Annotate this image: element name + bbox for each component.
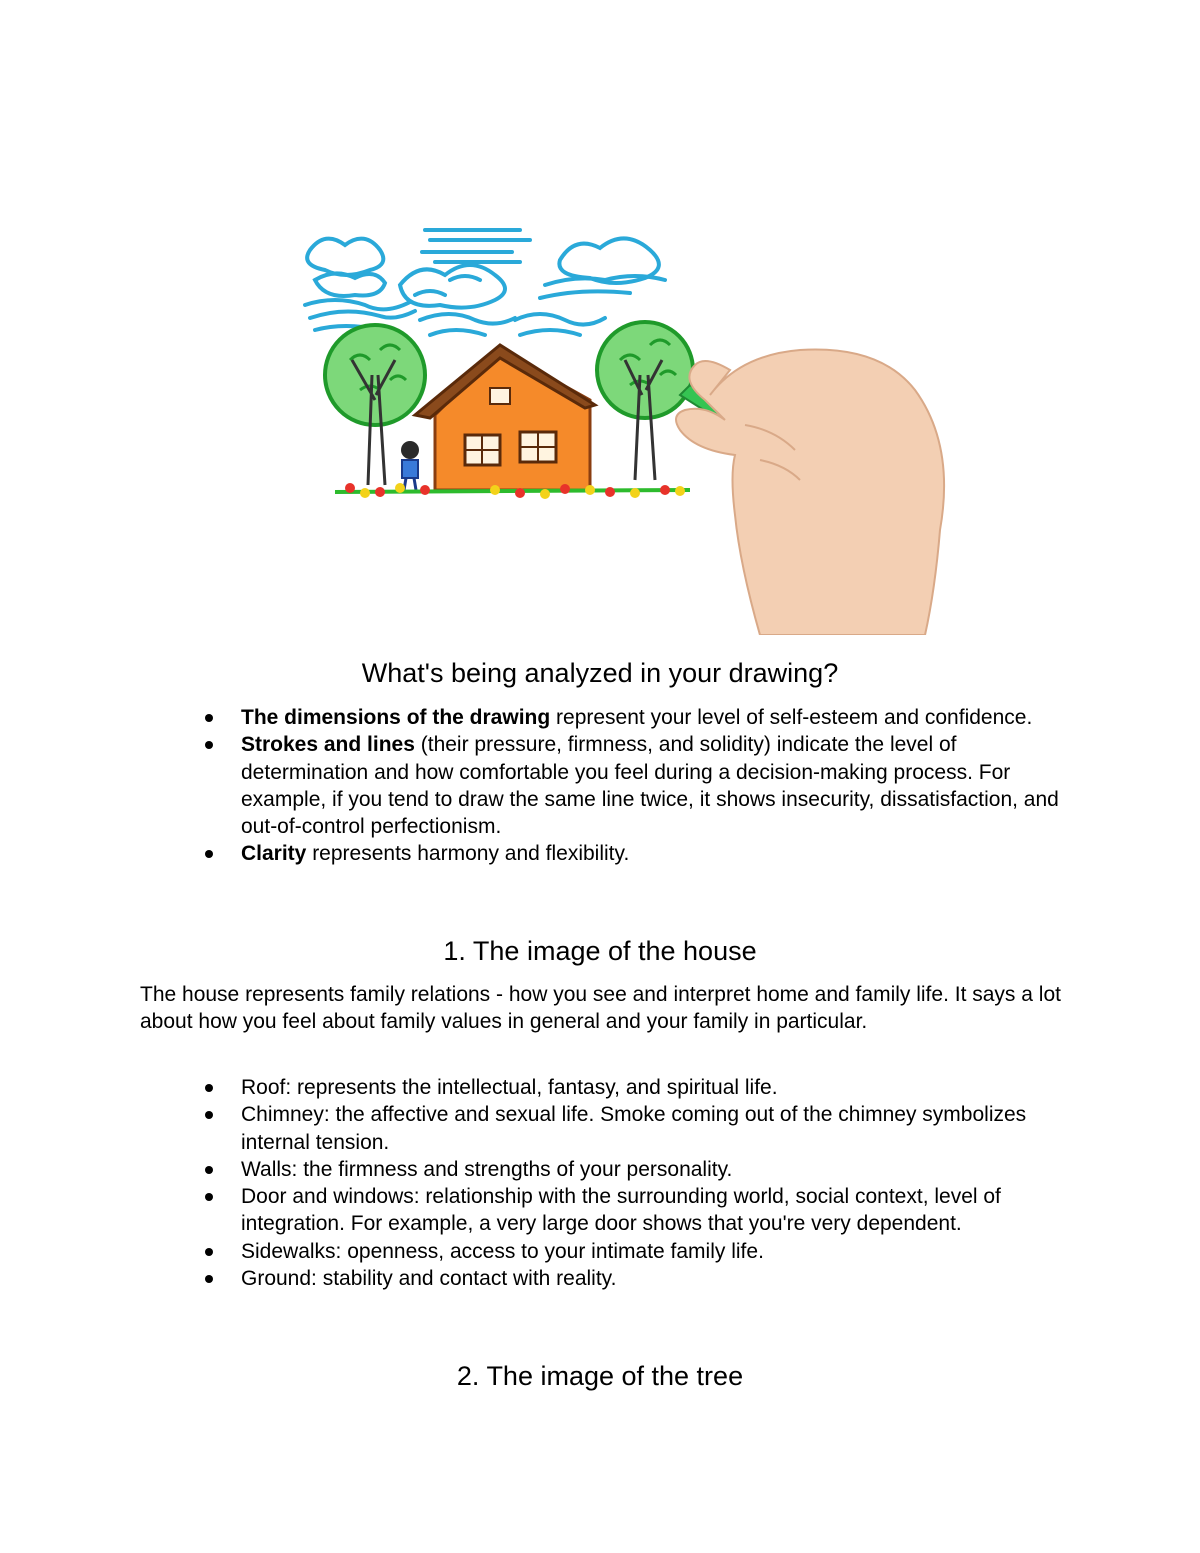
list-item: [241, 1265, 1061, 1292]
house-paragraph: The house represents family relations - how you see and interpret home and family life. It says a lot about how you feel about family values in general and your family in particular.: [140, 983, 1061, 1034]
right-tree-icon: [597, 322, 693, 480]
analysis-list: [241, 704, 1061, 868]
bullet-icon: [205, 741, 213, 749]
list-item: [241, 1238, 1061, 1265]
list-item: [241, 1156, 1061, 1183]
section-heading-tree: 2. The image of the tree: [456, 1361, 744, 1391]
section-heading-analysis: What's being analyzed in your drawing?: [361, 658, 839, 688]
house-list: [241, 1074, 1061, 1292]
bullet-icon: [205, 850, 213, 858]
term-clarity: Clarity: [241, 842, 307, 866]
house-item-roof: Roof: represents the intellectual, fantasy, and spiritual life.: [241, 1076, 778, 1099]
list-item: [241, 731, 1061, 840]
house-item-sidewalks: Sidewalks: openness, access to your intimate family life.: [241, 1239, 764, 1263]
description-strokes: (their pressure, firmness, and solidity) indicate the level of determination and how comfortable you feel during a decision-making process. For example, if you tend to draw the same line twice, it shows insecurity, dissatisfaction, and out-of-control perfectionism.: [241, 733, 1059, 839]
bullet-icon: [205, 1275, 213, 1283]
section-heading-house: 1. The image of the house: [443, 936, 757, 966]
list-item: [241, 1183, 1061, 1238]
description-dimensions: represent your level of self-esteem and confidence.: [550, 706, 1033, 729]
house-item-door-windows: Door and windows: relationship with the surrounding world, social context, level of integration. For example, a very large door shows that you're very dependent.: [241, 1185, 1001, 1236]
list-item: [241, 704, 1061, 731]
hand-with-marker-icon: [676, 350, 944, 636]
list-item: [241, 1101, 1061, 1156]
term-strokes: Strokes and lines: [241, 733, 415, 757]
sky-scribbles-icon: [305, 230, 665, 335]
list-item: [241, 1074, 1061, 1101]
bullet-icon: [205, 1111, 213, 1119]
bullet-icon: [205, 1166, 213, 1174]
house-item-chimney: Chimney: the affective and sexual life. Smoke coming out of the chimney symbolizes internal tension.: [241, 1103, 1027, 1154]
list-item: [241, 840, 1061, 867]
house-icon: [415, 345, 595, 490]
bullet-icon: [205, 1248, 213, 1256]
drawing-illustration: [290, 210, 960, 635]
house-item-ground: Ground: stability and contact with reality.: [241, 1267, 617, 1291]
bullet-icon: [205, 1084, 213, 1092]
bullet-icon: [205, 714, 213, 722]
house-item-walls: Walls: the firmness and strengths of your personality.: [241, 1157, 733, 1181]
bullet-icon: [205, 1193, 213, 1201]
child-figure-icon: [401, 441, 419, 490]
term-dimensions: The dimensions of the drawing: [241, 706, 551, 729]
description-clarity: represents harmony and flexibility.: [306, 842, 630, 866]
